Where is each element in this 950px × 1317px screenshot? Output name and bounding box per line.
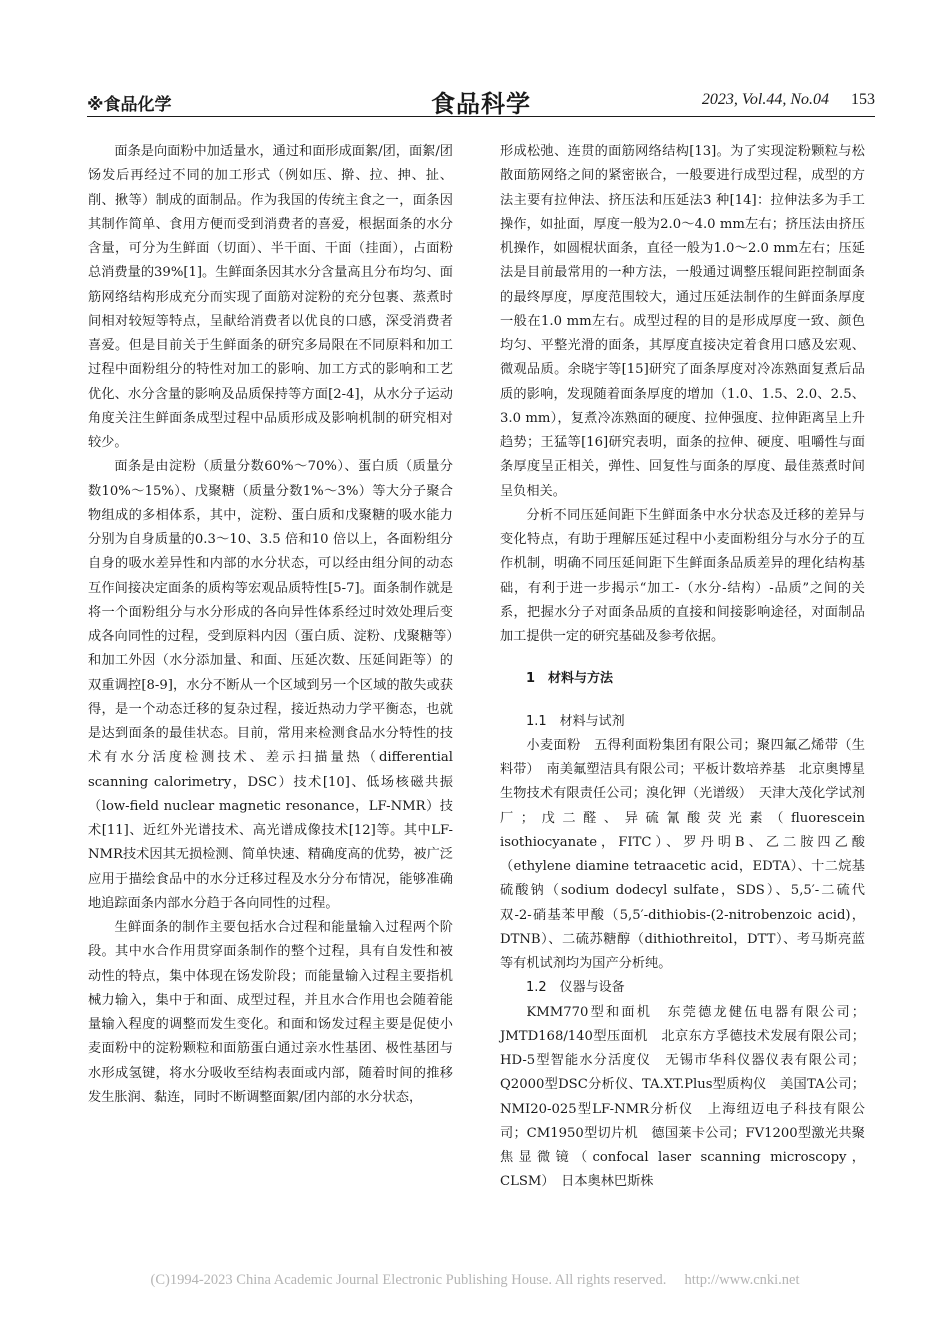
running-header [87, 84, 875, 118]
citation: 2023, Vol.44, No.04 [701, 91, 829, 108]
subsection-heading: 1.1 材料与试剂 [526, 713, 625, 729]
journal-section: ※食品化学 [87, 95, 172, 115]
right-column [500, 140, 865, 1195]
paragraph: 分析不同压延间距下生鲜面条中水分状态及迁移的差异与变化特点，有助于理解压延过程中小麦面粉组分与水分子的互作机制，明确不同压延间距下生鲜面条品质差异的理化结构基础，有利于进一步揭示“加工-（水分-结构）-品质”之间的关系，把握水分子对面条品质的直接和间接影响途径，对面制品加工提供一定的研究基础及参考依据。 [500, 507, 865, 644]
paragraph: 面条是由淀粉（质量分数60%～70%）、蛋白质（质量分数10%～15%）、戊聚糖（质量分数1%～3%）等大分子聚合物组成的多相体系，其中，淀粉、蛋白质和戊聚糖的吸水能力分别为自身质量的0.3～10、3.5 倍和10 倍以上，各面粉组分自身的吸水差异性和内部的水分状态，可以经由组分间的动态互作间接决定面条的质构等宏观品质特性[5-7]。面条制作就是将一个面粉组分与水分形成的各向异性体系经过时效处理后变成各向同性的过程，受到原料内因（蛋白质、淀粉、戊聚糖等）和加工外因（水分添加量、和面、压延次数、压延间距等）的双重调控[8-9]，水分不断从一个区域到另一个区域的散失或获得，是一个动态迁移的复杂过程，接近热动力学平衡态，也就是达到面条的最佳状态。目前，常用来检测食品水分特性的技术有水分活度检测技术、差示扫描量热（differential scanning calorimetry，DSC）技术[10]、低场核磁共振（low-field nuclear magnetic resonance，LF-NMR）技术[11]、近红外光谱技术、高光谱成像技术[12]等。其中LF-NMR技术因其无损检测、简单快速、精确度高的优势，被广泛应用于描绘食品中的水分迁移过程及水分分布情况，能够准确地追踪面条内部水分趋于各向同性的过程。 [88, 459, 453, 911]
header-rule [87, 116, 875, 117]
paragraph: 形成松弛、连贯的面筋网络结构[13]。为了实现淀粉颗粒与松散面筋网络之间的紧密嵌合，一般要进行成型过程，成型的方法主要有拉伸法、挤压法和压延法3 种[14]：拉伸法多为手工操作，如扯面，厚度一般为2.0～4.0 mm左右；挤压法由挤压机操作，如圆棍状面条，直径一般为1.0～2.0 mm左右；压延法是目前最常用的一种方法，一般通过调整压辊间距控制面条的最终厚度，厚度范围较大，通过压延法制作的生鲜面条厚度一般在1.0 mm左右。成型过程的目的是形成厚度一致、颜色均匀、平整光滑的面条，其厚度直接决定着食用口感及宏观、微观品质。余晓宇等[15]研究了面条厚度对冷冻熟面复煮后品质的影响，发现随着面条厚度的增加（1.0、1.5、2.0、2.5、3.0 mm），复煮冷冻熟面的硬度、拉伸强度、拉伸距离呈上升趋势；王猛等[16]研究表明，面条的拉伸、硬度、咀嚼性与面条厚度呈正相关，弹性、回复性与面条的厚度、最佳蒸煮时间呈负相关。 [500, 144, 865, 499]
paragraph: KMM770型和面机 东莞德龙健伍电器有限公司；JMTD168/140型压面机 北京东方孚德技术发展有限公司；HD-5型智能水分活度仪 无锡市华科仪器仪表有限公司；Q2000型DSC分析仪、TA.XT.Plus型质构仪 美国TA公司；NMI20-025型LF-NMR分析仪 上海纽迈电子科技有限公司；CM1950型切片机 德国莱卡公司；FV1200型激光共聚焦显微镜（confocal laser scanning microscopy，CLSM） 日本奥林巴斯株 [500, 1004, 865, 1190]
left-column [88, 140, 453, 1110]
section-heading: 1 材料与方法 [526, 671, 614, 687]
paragraph: 小麦面粉 五得利面粉集团有限公司；聚四氟乙烯带（生料带） 南美氟塑洁具有限公司；平板计数培养基 北京奥博星生物技术有限责任公司；溴化钾（光谱级） 天津大茂化学试剂厂；戊二醛、异硫氰酸荧光素（fluorescein isothiocyanate，FITC）、罗丹明B、乙二胺四乙酸（ethylene diamine tetraacetic acid，EDTA）、十二烷基硫酸钠（sodium dodecyl sulfate，SDS）、5,5′-二硫代双-2-硝基苯甲酸（5,5′-dithiobis-(2-nitrobenzoic acid)，DTNB）、二硫苏糖醇（dithiothreitol，DTT）、考马斯亮蓝等有机试剂均为国产分析纯。 [500, 737, 865, 971]
citation-info [702, 91, 875, 109]
subsection-heading: 1.2 仪器与设备 [526, 980, 625, 996]
copyright-footer: (C)1994-2023 China Academic Journal Electronic Publishing House. All rights reserved. http://www.cnki.net [150, 1272, 800, 1288]
paragraph: 生鲜面条的制作主要包括水合过程和能量输入过程两个阶段。其中水合作用贯穿面条制作的整个过程，具有自发性和被动性的特点，集中体现在饧发阶段；而能量输入过程主要指机械力输入，集中于和面、成型过程，并且水合作用也会随着能量输入程度的调整而发生变化。和面和饧发过程主要是促使小麦面粉中的淀粉颗粒和面筋蛋白通过亲水性基团、极性基团与水形成氢键，将水分吸收至结构表面或内部，随着时间的推移发生胀润、黏连，同时不断调整面絮/团内部的水分状态， [88, 920, 453, 1105]
spacer [500, 649, 865, 667]
spacer [500, 692, 865, 710]
journal-title: 食品科学 [431, 90, 531, 118]
page-number: 153 [851, 91, 875, 108]
paragraph: 面条是向面粉中加适量水，通过和面形成面絮/团，面絮/团饧发后再经过不同的加工形式（例如压、擀、拉、抻、扯、削、揪等）制成的面制品。作为我国的传统主食之一，面条因其制作简单、食用方便而受到消费者的喜爱，根据面条的水分含量，可分为生鲜面（切面）、半干面、干面（挂面），占面粉总消费量的39%[1]。生鲜面条因其水分含量高且分布均匀、面筋网络结构形成充分而实现了面筋对淀粉的充分包裹、蒸煮时间相对较短等特点，呈献给消费者以优良的口感，深受消费者喜爱。但是目前关于生鲜面条的研究多局限在不同原料和加工过程中面粉组分的特性对加工的影响、加工方式的影响和工艺优化、水分含量的影响及品质保持等方面[2-4]，从水分子运动角度关注生鲜面条成型过程中品质形成及影响机制的研究相对较少。 [88, 144, 453, 450]
